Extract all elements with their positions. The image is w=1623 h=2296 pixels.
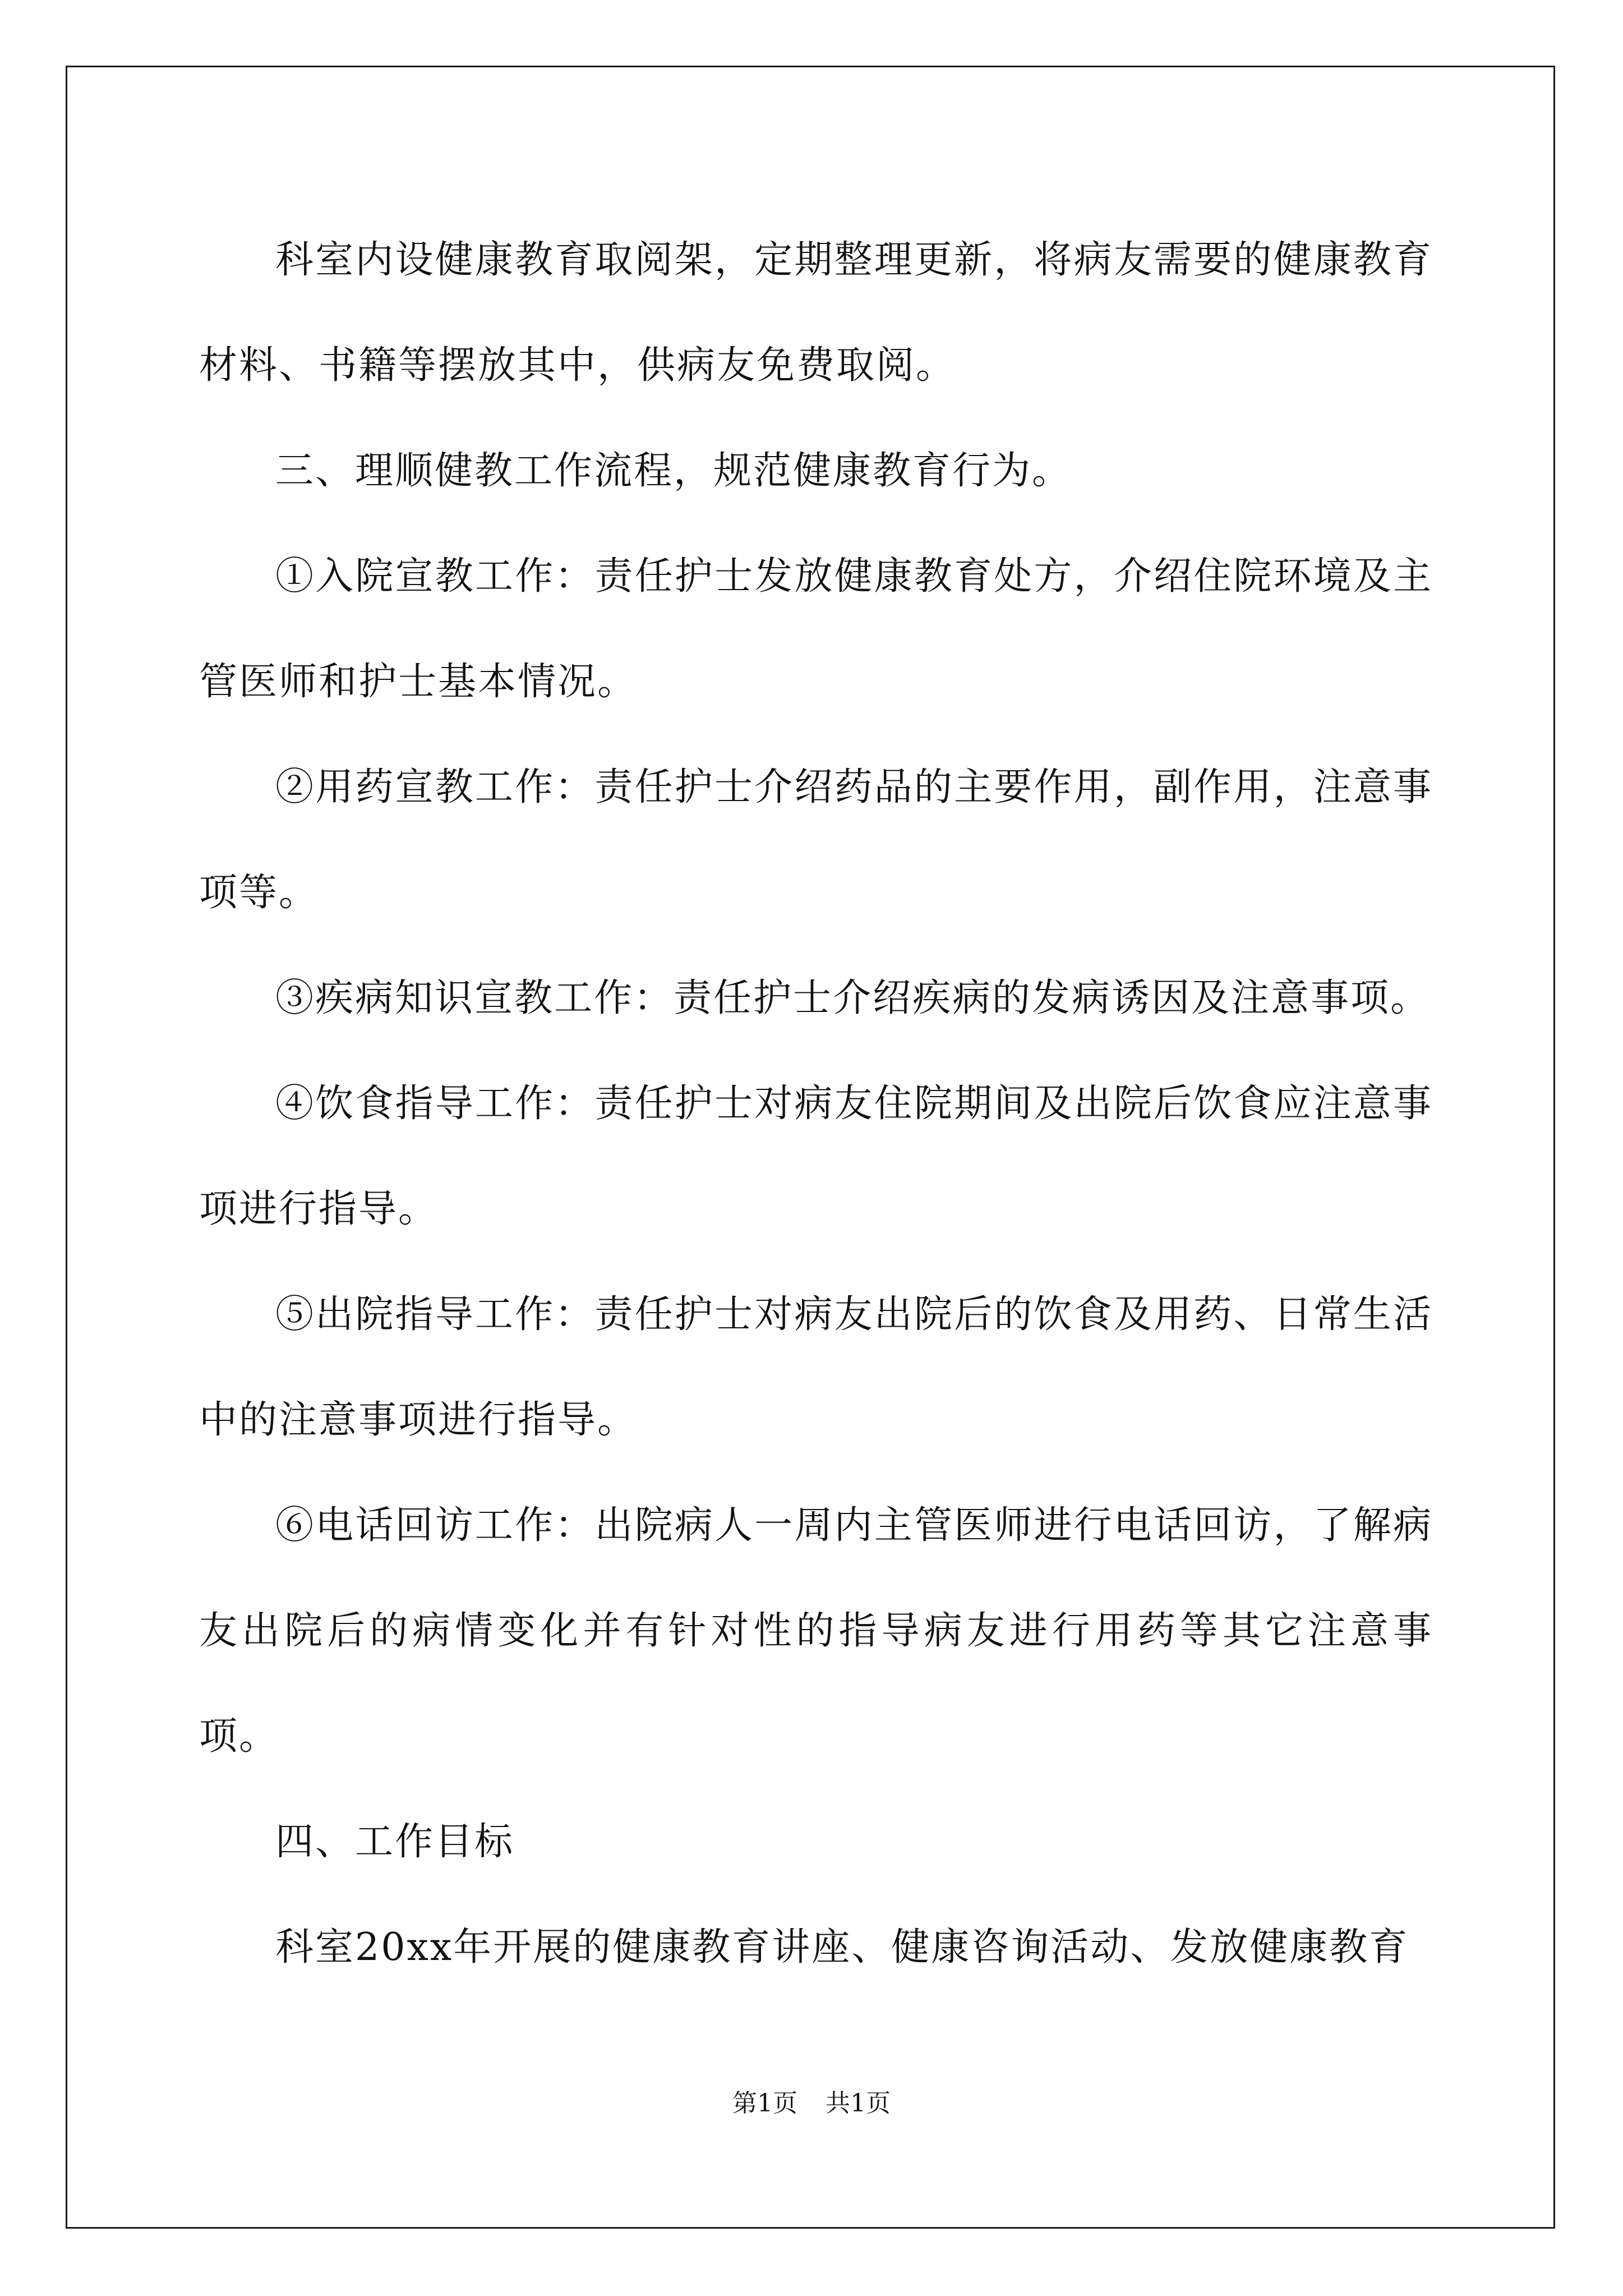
paragraph: 科室20xx年开展的健康教育讲座、健康咨询活动、发放健康教育 bbox=[275, 1925, 1409, 1970]
page-number: 第1页 bbox=[732, 2089, 797, 2118]
document-body bbox=[199, 208, 1433, 2000]
section-heading: 三、理顺健教工作流程，规范健康教育行为。 bbox=[275, 449, 1072, 493]
paragraph: ②用药宣教工作：责任护士介绍药品的主要作用，副作用，注意事项等。 bbox=[199, 765, 1433, 915]
paragraph: ③疾病知识宣教工作：责任护士介绍疾病的发病诱因及注意事项。 bbox=[275, 976, 1431, 1020]
page-total: 共1页 bbox=[826, 2089, 891, 2118]
paragraph: ④饮食指导工作：责任护士对病友住院期间及出院后饮食应注意事项进行指导。 bbox=[199, 1082, 1433, 1231]
paragraph: 科室内设健康教育取阅架，定期整理更新，将病友需要的健康教育材料、书籍等摆放其中，供病友免费取阅。 bbox=[199, 238, 1433, 388]
paragraph: ①入院宣教工作：责任护士发放健康教育处方，介绍住院环境及主管医师和护士基本情况。 bbox=[199, 554, 1433, 704]
paragraph: ⑥电话回访工作：出院病人一周内主管医师进行电话回访，了解病友出院后的病情变化并有针对性的指导病友进行用药等其它注意事项。 bbox=[199, 1503, 1433, 1759]
paragraph: ⑤出院指导工作：责任护士对病友出院后的饮食及用药、日常生活中的注意事项进行指导。 bbox=[199, 1292, 1433, 1442]
page-footer bbox=[0, 2087, 1623, 2120]
section-heading: 四、工作目标 bbox=[275, 1820, 515, 1864]
